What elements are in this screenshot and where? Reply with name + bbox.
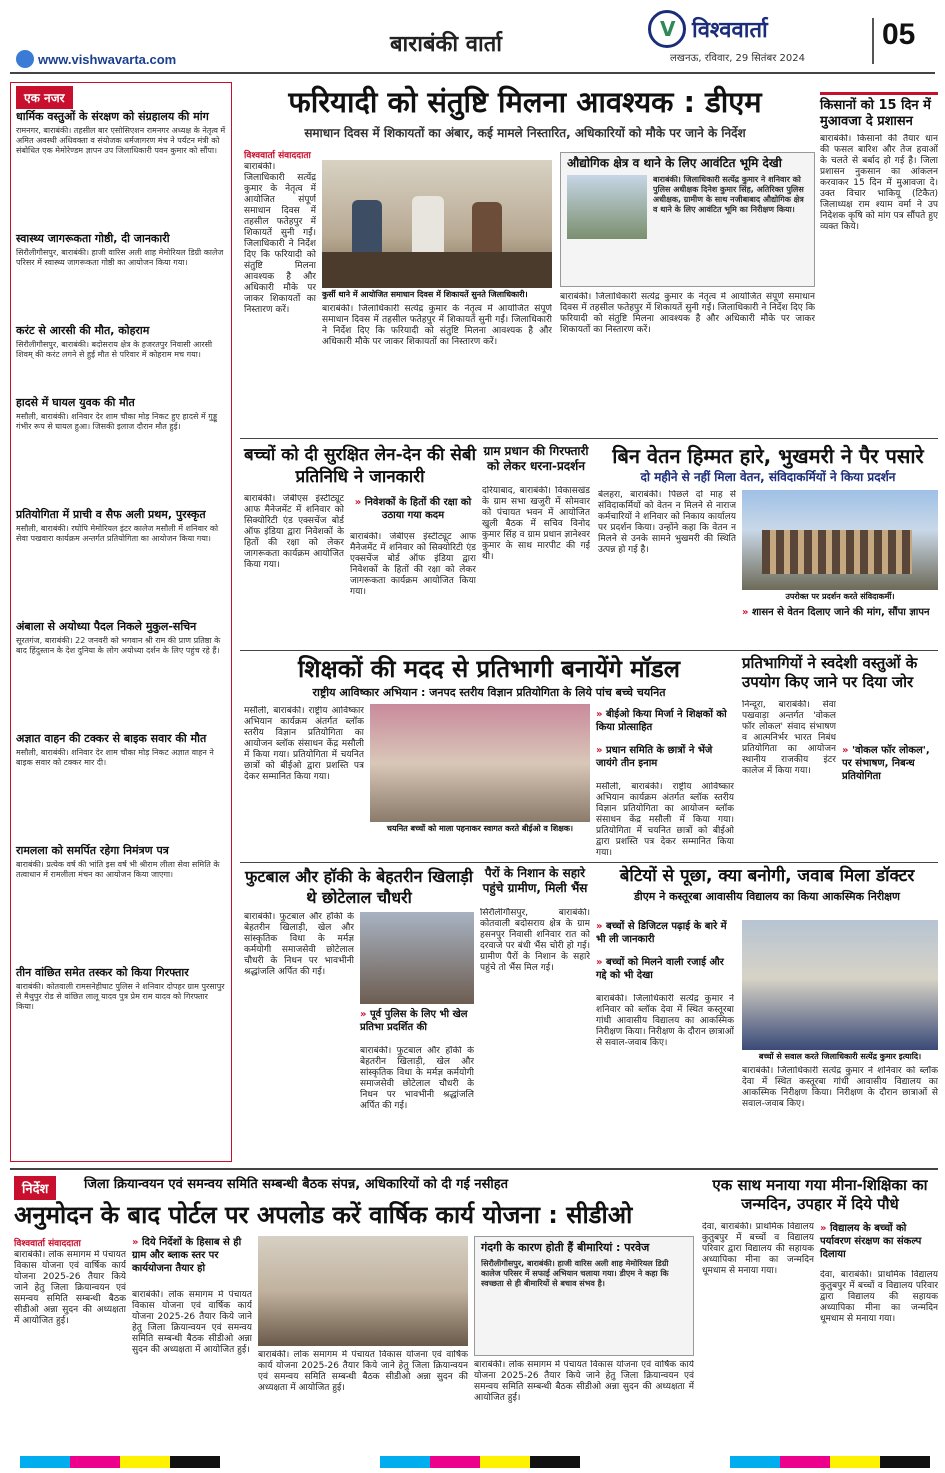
vetan-photo	[742, 490, 938, 590]
vetan-quote: » शासन से वेतन दिलाए जाने की मांग, सौंपा ज्ञापन	[742, 606, 938, 619]
nirdesh-byline: विश्ववार्ता संवाददाता	[14, 1239, 81, 1249]
pradhan-headline: ग्राम प्रधान की गिरफ्तारी को लेकर धरना-प्रदर्शन	[483, 444, 589, 473]
brief-heading-2: स्वास्थ्य जागरूकता गोष्ठी, दी जानकारी	[16, 232, 170, 245]
lead-inset-box	[560, 152, 815, 287]
divider-3	[240, 862, 938, 863]
kasturba-caption: बच्चों से सवाल करते जिलाधिकारी सत्येंद्र कुमार इत्यादि।	[758, 1052, 922, 1061]
lead-body: बाराबंकी। जिलाधिकारी सत्येंद्र कुमार के नेतृत्व में आयोजित संपूर्ण समाधान दिवस में तहसील फतेहपुर में शिकायतें सुनी गईं। जिलाधिकारी ने निर्देश दिए कि फरियादी को संतुष्टि मिलना आवश्यक है और अधिकारी मौके पर जाकर शिकायतों का निस्तारण करें।	[244, 162, 316, 315]
brief-text-6: सूरतगंज, बाराबंकी। 22 जनवरी को भगवान श्री राम की प्राण प्रतिष्ठा के बाद हिंदुस्तान के देश दुनिया के लोग अयोध्या दर्शन के लिए पहुंच रहे हैं।	[16, 636, 221, 655]
lead-body-right: बाराबंकी। जिलाधिकारी सत्येंद्र कुमार के नेतृत्व में आयोजित संपूर्ण समाधान दिवस में तहसील फतेहपुर में शिकायतें सुनी गईं। जिलाधिकारी ने निर्देश दिए कि फरियादी को संतुष्टि मिलना आवश्यक है और अधिकारी मौके पर जाकर शिकायतों का निस्तारण करें।	[560, 292, 815, 335]
model-body-cont: मसौली, बाराबंकी। राष्ट्रीय आविष्कार अभियान कार्यक्रम अंतर्गत ब्लॉक स्तरीय विज्ञान प्रतियोगिता का आयोजन ब्लॉक संसाधन केंद्र मसौली में किया गया। प्रतियोगिता में चयनित छात्रों को बीईओ द्वारा प्रशस्ति पत्र देकर सम्मानित किया गया।	[596, 782, 734, 856]
sports-body-cont: बाराबंकी। फुटबाल और हॉकी के बेहतरीन खिलाड़ी, खेल और सांस्कृतिक विधा के मर्मज्ञ कर्मयोगी समाजसेवी छोटेलाल चौधरी के निधन पर भावभीनी श्रद्धांजलि अर्पित की गई।	[360, 1046, 474, 1111]
kisan-headline: किसानों को 15 दिन में मुआवजा दे प्रशासन	[820, 98, 931, 129]
kisan-rule	[820, 92, 938, 95]
brief-heading-4: हादसे में घायल युवक की मौत	[16, 396, 135, 409]
kasturba-body-cont: बाराबंकी। जिलाधिकारी सत्येंद्र कुमार ने शनिवार को ब्लॉक देवा में स्थित कस्तूरबा गांधी आवासीय विद्यालय का आकस्मिक निरीक्षण किया। निरीक्षण के दौरान छात्राओं से सवाल-जवाब किए।	[742, 1066, 938, 1109]
sebi-body-cont: बाराबंकी। जेबीएस इंस्टीट्यूट आफ मैनेजमेंट में शनिवार को सिक्योरिटी एंड एक्सचेंज बोर्ड ऑफ इंडिया द्वारा निवेशकों के हितों की रक्षा को लेकर जागरूकता कार्यक्रम आयोजित किया गया।	[350, 532, 476, 597]
globe-icon	[16, 50, 34, 68]
sebi-body: बाराबंकी। जेबीएस इंस्टीट्यूट आफ मैनेजमेंट में शनिवार को सिक्योरिटी एंड एक्सचेंज बोर्ड ऑफ इंडिया द्वारा निवेशकों के हितों की रक्षा को लेकर जागरूकता कार्यक्रम आयोजित किया गया।	[244, 494, 344, 570]
meena-body-cont: देवा, बाराबंकी। प्राथमिक विद्यालय कुतुबपुर में बच्चों व विद्यालय परिवार द्वारा विद्यालय की सहायक अध्यापिका मीना का जन्मदिन धूमधाम से मनाया गया।	[820, 1270, 938, 1324]
divider-2	[240, 650, 938, 651]
print-color-bar-2	[380, 1456, 580, 1468]
model-quote-1: » बीईओ किया मिर्जा ने शिक्षकों को किया प्रोत्साहित	[596, 708, 734, 734]
issue-date: लखनऊ, रविवार, 29 सितंबर 2024	[670, 53, 805, 64]
nirdesh-inset-title: गंदगी के कारण होती हैं बीमारियां : परवेज	[481, 1241, 650, 1254]
brief-text-1: रामनगर, बाराबंकी। तहसील बार एसोसिएशन रामनगर अध्यक्ष के नेतृत्व में अमित अवस्थी अधिवक्ता व संयोजक धर्मजागरण मंच ने पर्यटन मंत्री को संबोधित एक मेमोरेण्डम ज्ञापन उप जिलाधिकारी पवन कुमार को सौंपा।	[16, 126, 226, 155]
lead-inset-title: औद्योगिक क्षेत्र व थाने के लिए आवंटित भूमि देखी	[567, 156, 782, 170]
header	[10, 6, 630, 57]
nirdesh-body: बाराबंकी। लोक समागम में पंचायत विकास योजना एवं वार्षिक कार्य योजना 2025-26 तैयार किये जाने हेतु जिला क्रियान्वयन एवं समन्वय समिति सम्बन्धी बैठक सीडीओ अन्ना सुदन की अध्यक्षता में आयोजित हुई।	[14, 1250, 126, 1326]
brief-text-8: बाराबंकी। प्रत्येक वर्ष की भांति इस वर्ष भी श्रीराम लीला सेवा समिति के तत्वाधान में रामलीला मंचन का आयोजन किया जाएगा।	[16, 860, 220, 879]
sebi-headline: बच्चों को दी सुरक्षित लेन-देन की सेबी प्रतिनिधि ने जानकारी	[244, 445, 476, 487]
model-body: मसौली, बाराबंकी। राष्ट्रीय आविष्कार अभियान कार्यक्रम अंतर्गत ब्लॉक स्तरीय विज्ञान प्रतियोगिता का आयोजन ब्लॉक संसाधन केंद्र मसौली में किया गया। प्रतियोगिता में चयनित छात्रों को बीईओ द्वारा प्रशस्ति पत्र देकर सम्मानित किया गया।	[244, 706, 364, 782]
nirdesh-body-far: बाराबंकी। लोक समागम में पंचायत विकास योजना एवं वार्षिक कार्य योजना 2025-26 तैयार किये जाने हेतु जिला क्रियान्वयन एवं समन्वय समिति सम्बन्धी बैठक सीडीओ अन्ना सुदन की अध्यक्षता में आयोजित हुई।	[474, 1360, 694, 1403]
brief-heading-5: प्रतियोगिता में प्राची व सैफ अली प्रथम, पुरस्कृत	[16, 508, 206, 521]
kasturba-subhead: डीएम ने कस्तूरबा आवासीय विद्यालय का किया आकस्मिक निरीक्षण	[633, 890, 901, 903]
brief-text-3: सिरौलीगौसपुर, बाराबंकी। बदोसराय क्षेत्र के हजरतपुर निवासी आरसी शिवम् की करंट लगने से हुई मौत से परिवार में कोहराम मच गया।	[16, 340, 213, 359]
model-subhead: राष्ट्रीय आविष्कार अभियान : जनपद स्तरीय विज्ञान प्रतियोगिता के लिये पांच बच्चे चयनित	[312, 686, 666, 699]
kasturba-body: बाराबंकी। जिलाधिकारी सत्येंद्र कुमार ने शनिवार को ब्लॉक देवा में स्थित कस्तूरबा गांधी आवासीय विद्यालय का आकस्मिक निरीक्षण किया। निरीक्षण के दौरान छात्राओं से सवाल-जवाब किए।	[596, 994, 734, 1048]
brief-heading-3: करंट से आरसी की मौत, कोहराम	[16, 324, 150, 337]
brief-heading-9: तीन वांछित समेत तस्कर को किया गिरफ्तार	[16, 966, 189, 979]
vetan-caption: उपरोक्त पर प्रदर्शन करते संविदाकर्मी।	[785, 592, 895, 601]
swadeshi-quote: » 'वोकल फॉर लोकल', पर संभाषण, निबन्ध प्रतियोगिता	[842, 744, 938, 783]
brief-heading-8: रामलला को समर्पित रहेगा निमंत्रण पत्र	[16, 844, 169, 857]
meena-headline: एक साथ मनाया गया मीना-शिक्षिका का जन्मदिन, उपहार में दिये पौधे	[712, 1176, 928, 1213]
model-headline: शिक्षकों की मदद से प्रतिभागी बनायेंगे मॉडल	[298, 655, 680, 683]
vetan-body: बेलहरा, बाराबंकी। पिछले दो माह से संविदाकर्मियों को वेतन न मिलने से नाराज कर्मचारियों ने शनिवार को निकाय कार्यालय पर प्रदर्शन किया। उन्होंने कहा कि वेतन न मिलने से उनके सामने भुखमरी की स्थिति उत्पन्न हो गई है।	[598, 490, 736, 555]
nirdesh-headline: अनुमोदन के बाद पोर्टल पर अपलोड करें वार्षिक कार्य योजना : सीडीओ	[14, 1201, 633, 1229]
meena-quote: » विद्यालय के बच्चों को पर्यावरण संरक्षण का संकल्प दिलाया	[820, 1222, 938, 1261]
sebi-quote: » निवेशकों के हितों की रक्षा को उठाया गया कदम	[350, 496, 476, 522]
sports-quote: » पूर्व पुलिस के लिए भी खेल प्रतिभा प्रदर्शित की	[360, 1008, 474, 1034]
brief-text-4: मसौली, बाराबंकी। शनिवार देर शाम चौका मोड़ निकट हुए हादसे में गुड्डू गंभीर रूप से घायल हुआ। जिसकी इलाज दौरान मौत हुई।	[16, 412, 218, 431]
kasturba-quote-2: » बच्चों को मिलने वाली रजाई और गद्दे को भी देखा	[596, 956, 734, 982]
site-url[interactable]: www.vishwavarta.com	[38, 52, 177, 67]
kisan-body: बाराबंकी। किसानों की तैयार धान की फसल बारिश और तेज हवाओं के चलते से बर्बाद हो गई है। जिला प्रशासन नुकसान का आंकलन करवाकर 15 दिन में मुआवजा दे। उक्त विचार भाकियू (टिकैत) जिलाध्यक्ष राम श्याम वर्मा ने उप निदेशक कृषि को मांग पत्र सौंपते हुए व्यक्त किये।	[820, 134, 938, 232]
print-color-bar-1	[20, 1456, 220, 1468]
page-number: 05	[872, 18, 934, 64]
nirdesh-body-cont: बाराबंकी। लोक समागम में पंचायत विकास योजना एवं वार्षिक कार्य योजना 2025-26 तैयार किये जाने हेतु जिला क्रियान्वयन एवं समन्वय समिति सम्बन्धी बैठक सीडीओ अन्ना सुदन की अध्यक्षता में आयोजित हुई।	[132, 1290, 252, 1355]
kasturba-headline: बेटियों से पूछा, क्या बनोगी, जवाब मिला डॉक्टर	[619, 866, 915, 886]
swadeshi-body: निन्दूरा, बाराबंकी। सेवा पखवाड़ा अन्तर्गत 'वोकल फॉर लोकल' संवाद संभाषण व आत्मनिर्भर भारत निबंध प्रतियोगिता का आयोजन स्थानीय राजकीय इंटर कालेज में किया गया।	[742, 700, 836, 776]
divider-1	[240, 438, 938, 439]
vetan-subhead: दो महीने से नहीं मिला वेतन, संविदाकर्मियों ने किया प्रदर्शन	[640, 470, 896, 484]
sports-headline: फुटबाल और हॉकी के बेहतरीन खिलाड़ी थे छोटेलाल चौधरी	[245, 867, 473, 907]
footprint-body: सिरौलीगौसपुर, बाराबंकी। कोतवाली बदोसराय क्षेत्र के ग्राम हसनपुर निवासी शनिवार रात को दरवाजे पर बंधी भैंस चोरी हो गई। ग्रामीण पैरों के निशान के सहारे पहुंचे तो भैंस मिल गई।	[480, 908, 590, 973]
lead-byline: विश्ववार्ता संवाददाता	[244, 151, 311, 161]
kasturba-photo	[742, 920, 938, 1050]
brief-heading-7: अज्ञात वाहन की टक्कर से बाइक सवार की मौत	[16, 732, 207, 745]
ek-nazar-label: एक नजर	[16, 86, 73, 109]
model-photo	[370, 704, 590, 822]
brief-text-5: मसौली, बाराबंकी। रघोपि मेमोरियल इंटर कालेज मसौली में शनिवार को सेवा पखवारा कार्यक्रम अन्तर्गत प्रतियोगिता का आयोजन किया गया।	[16, 524, 219, 543]
nirdesh-quote: » दिये निर्देशों के हिसाब से ही ग्राम और ब्लाक स्तर पर कार्ययोजना तैयार हो	[132, 1236, 252, 1275]
sports-photo	[360, 912, 474, 1004]
nirdesh-inset-body: सिरौलीगौसपुर, बाराबंकी। हाजी वारिस अली शाह मेमोरियल डिग्री कालेज परिसर में सफाई अभियान चलाया गया। डीएम ने कहा कि स्वच्छता से ही बीमारियों से बचाव संभव है।	[481, 1259, 669, 1288]
meena-body: देवा, बाराबंकी। प्राथमिक विद्यालय कुतुबपुर में बच्चों व विद्यालय परिवार द्वारा विद्यालय की सहायक अध्यापिका मीना का जन्मदिन धूमधाम से मनाया गया।	[702, 1222, 814, 1276]
lead-subhead: समाधान दिवस में शिकायतों का अंबार, कई मामले निस्तारित, अधिकारियों को मौके पर जाने के निर्देश	[304, 126, 746, 140]
nirdesh-label: निर्देश	[14, 1176, 56, 1200]
brand-logo	[640, 6, 865, 66]
model-quote-2: » प्रधान समिति के छात्रों ने भेंजे जायंगे तीन इनाम	[596, 744, 734, 770]
nirdesh-photo	[258, 1236, 468, 1346]
lead-headline: फरियादी को संतुष्टि मिलना आवश्यक : डीएम	[288, 85, 762, 119]
model-caption: चयनित बच्चों को माला पहनाकर स्वागत करते बीईओ व शिक्षक।	[386, 824, 574, 833]
sports-body: बाराबंकी। फुटबाल और हॉकी के बेहतरीन खिलाड़ी, खेल और सांस्कृतिक विधा के मर्मज्ञ कर्मयोगी समाजसेवी छोटेलाल चौधरी के निधन पर भावभीनी श्रद्धांजलि अर्पित की गई।	[244, 912, 354, 977]
lead-photo	[322, 160, 552, 288]
footprint-headline: पैरों के निशान के सहारे पहुंचे ग्रामीण, मिली भैंस	[482, 866, 588, 895]
header-divider	[10, 72, 935, 74]
brief-heading-6: अंबाला से अयोध्या पैदल निकले मुकुल-सचिन	[16, 620, 197, 633]
section-title: बाराबंकी वार्ता	[390, 32, 502, 57]
lead-photo-caption: कुर्सी थाने में आयोजित समाधान दिवस में शिकायतें सुनते जिलाधिकारी।	[322, 290, 528, 299]
print-color-bar-3	[730, 1456, 930, 1468]
divider-4	[10, 1168, 938, 1170]
brief-heading-1: धार्मिक वस्तुओं के संरक्षण को संग्रहालय की मांग	[16, 110, 209, 123]
kasturba-quote-1: » बच्चों से डिजिटल पढ़ाई के बारे में भी ली जानकारी	[596, 920, 734, 946]
brand-name: विश्ववार्ता	[692, 18, 768, 43]
nirdesh-inset-box	[474, 1236, 694, 1356]
swadeshi-headline: प्रतिभागियों ने स्वदेशी वस्तुओं के उपयोग किए जाने पर दिया जोर	[742, 654, 918, 691]
brief-text-9: बाराबंकी। कोतवाली रामसनेहीघाट पुलिस ने शनिवार दोपहर ग्राम पुरसापुर से मैथुपुर रोड से वांछित लालू यादव पुत्र प्रेम राम यादव को गिरफ्तार किया।	[16, 982, 225, 1011]
nirdesh-strap: जिला क्रियान्वयन एवं समन्वय समिति सम्बन्धी बैठक संपन्न, अधिकारियों को दी गई नसीहत	[84, 1177, 509, 1192]
pradhan-body: दरियाबाद, बाराबंकी। विकासखंड के ग्राम सभा खजुरी में सोमवार को पंचायत भवन में आयोजित खुली बैठक में सचिव विनोद कुमार सिंह व ग्राम प्रधान ज्ञानेश्वर कुमार के साथ मारपीट की गई थी।	[482, 486, 590, 562]
lead-body-cont: बाराबंकी। जिलाधिकारी सत्येंद्र कुमार के नेतृत्व में आयोजित संपूर्ण समाधान दिवस में तहसील फतेहपुर में शिकायतें सुनी गईं। जिलाधिकारी ने निर्देश दिए कि फरियादी को संतुष्टि मिलना आवश्यक है और अधिकारी मौके पर जाकर शिकायतों का निस्तारण करें।	[322, 304, 552, 347]
vetan-headline: बिन वेतन हिम्मत हारे, भुखमरी ने पैर पसारे	[612, 444, 924, 468]
lead-inset-photo	[567, 175, 647, 239]
brief-text-2: सिरौलीगौसपुर, बाराबंकी। हाजी वारिस अली शाह मेमोरियल डिग्री कालेज परिसर में स्वास्थ्य जागरूकता गोष्ठी का आयोजन किया गया।	[16, 248, 224, 267]
logo-mark-icon: V	[648, 10, 686, 48]
lead-inset-text: बाराबंकी। जिलाधिकारी सत्येंद्र कुमार ने शनिवार को पुलिस अधीक्षक दिनेश कुमार सिंह, अतिरिक्त पुलिस अधीक्षक, ग्रामीण के साथ नजीबाबाद औद्योगिक क्षेत्र व थाने के लिए आवंटित भूमि का निरीक्षण किया।	[653, 175, 804, 214]
nirdesh-body-right: बाराबंकी। लोक समागम में पंचायत विकास योजना एवं वार्षिक कार्य योजना 2025-26 तैयार किये जाने हेतु जिला क्रियान्वयन एवं समन्वय समिति सम्बन्धी बैठक सीडीओ अन्ना सुदन की अध्यक्षता में आयोजित हुई।	[258, 1350, 468, 1393]
brief-text-7: मसौली, बाराबंकी। शनिवार देर शाम चौका मोड़ निकट अज्ञात वाहन ने बाइक सवार को टक्कर मार दी।	[16, 748, 214, 767]
